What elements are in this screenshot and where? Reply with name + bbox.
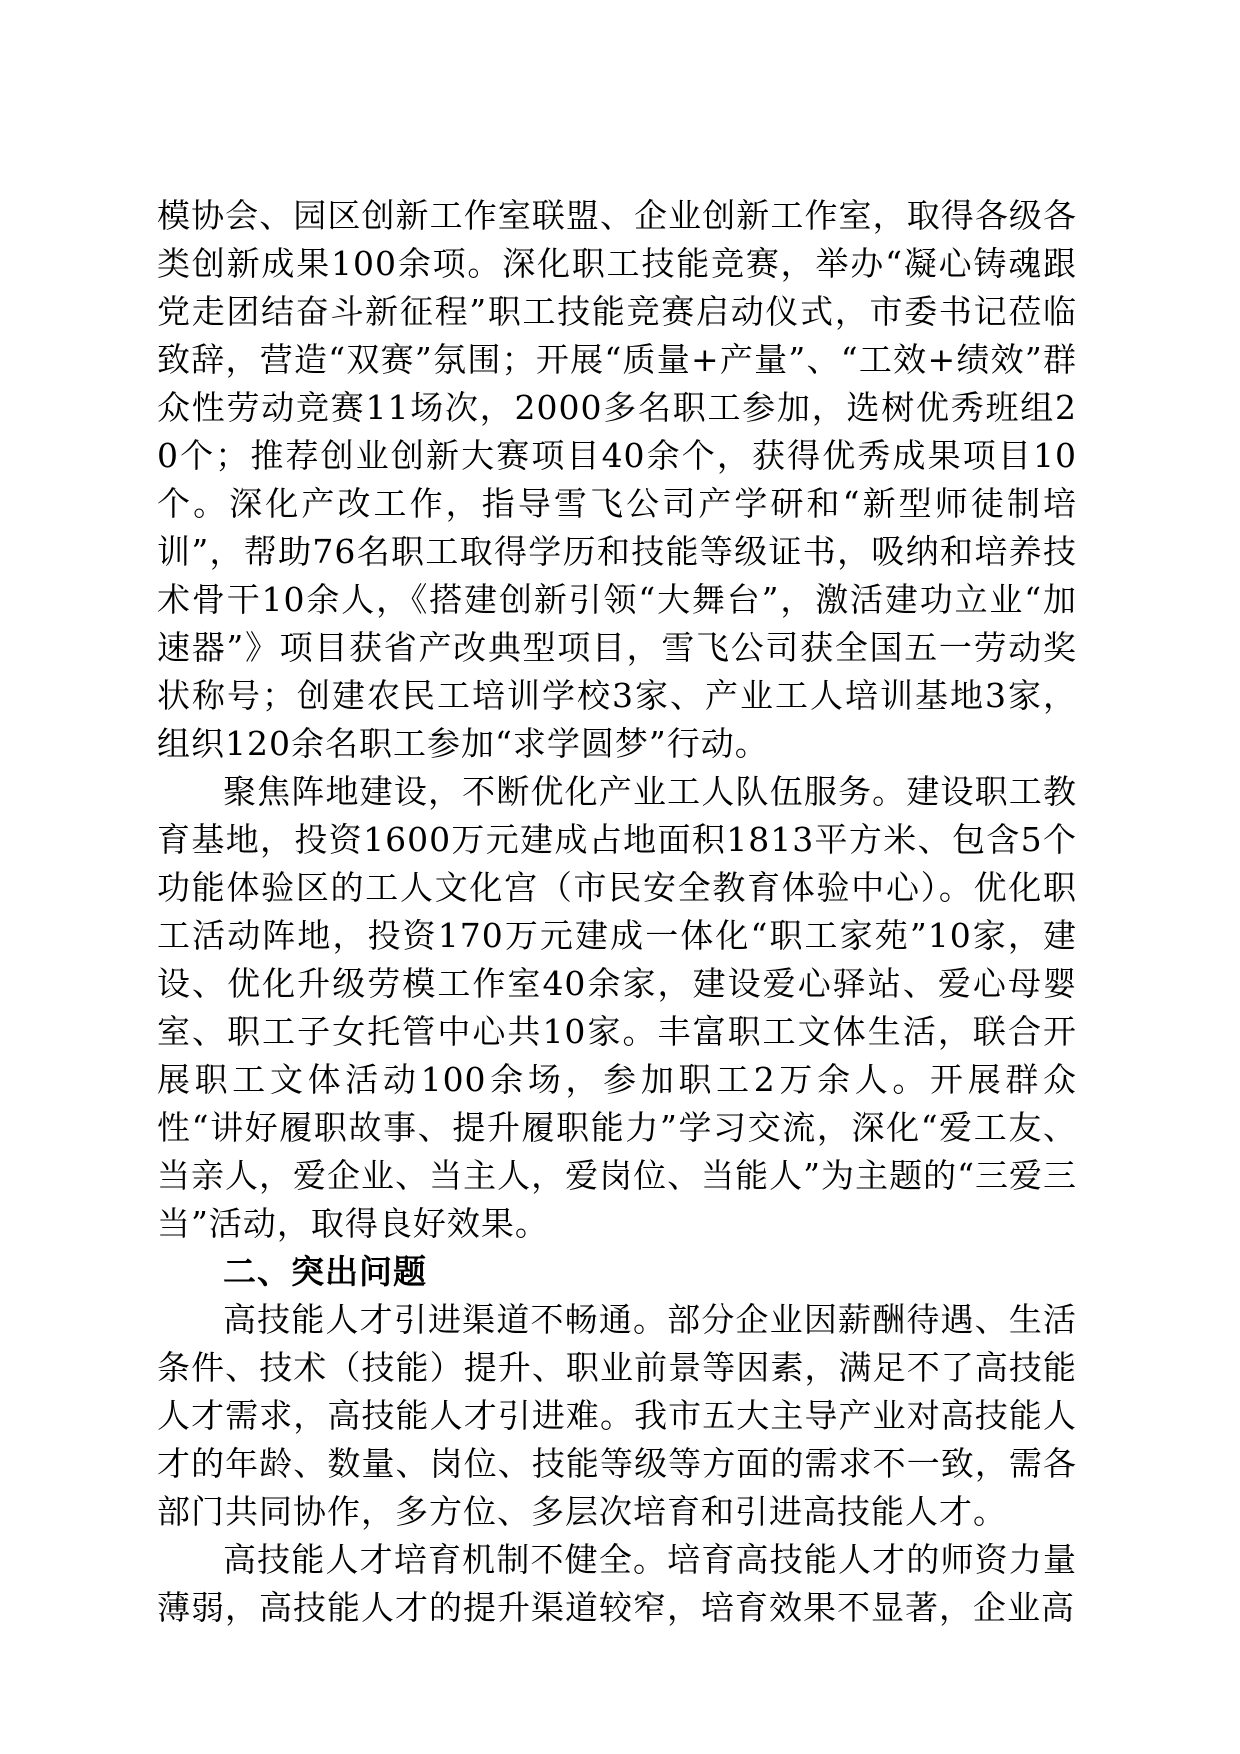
paragraph-talent-training: 高技能人才培育机制不健全。培育高技能人才的师资力量薄弱，高技能人才的提升渠道较窄，培育效果不显著，企业高 (157, 1540, 1077, 1627)
paragraph-position-building: 聚焦阵地建设，不断优化产业工人队伍服务。建设职工教育基地，投资1600万元建成占地面积1813平方米、包含5个功能体验区的工人文化宫（市民安全教育体验中心）。优化职工活动阵地，投资170万元建成一体化“职工家苑”10家，建设、优化升级劳模工作室40余家，建设爱心驿站、爱心母婴室、职工子女托管中心共10家。丰富职工文体生活，联合开展职工文体活动100余场，参加职工2万余人。开展群众性“讲好履职故事、提升履职能力”学习交流，深化“爱工友、当亲人，爱企业、当主人，爱岗位、当能人”为主题的“三爱三当”活动，取得良好效果。 (157, 772, 1077, 1243)
paragraph-talent-introduction: 高技能人才引进渠道不畅通。部分企业因薪酬待遇、生活条件、技术（技能）提升、职业前景等因素，满足不了高技能人才需求，高技能人才引进难。我市五大主导产业对高技能人才的年龄、数量、岗位、技能等级等方面的需求不一致，需各部门共同协作，多方位、多层次培育和引进高技能人才。 (157, 1300, 1077, 1531)
document-page (157, 192, 1077, 1632)
paragraph-continuation: 模协会、园区创新工作室联盟、企业创新工作室，取得各级各类创新成果100余项。深化职工技能竞赛，举办“凝心铸魂跟党走团结奋斗新征程”职工技能竞赛启动仪式，市委书记莅临致辞，营造“双赛”氛围；开展“质量+产量”、“工效+绩效”群众性劳动竞赛11场次，2000多名职工参加，选树优秀班组20个；推荐创业创新大赛项目40余个，获得优秀成果项目10个。深化产改工作，指导雪飞公司产学研和“新型师徒制培训”，帮助76名职工取得学历和技能等级证书，吸纳和培养技术骨干10余人，《搭建创新引领“大舞台”，激活建功立业“加速器”》项目获省产改典型项目，雪飞公司获全国五一劳动奖状称号；创建农民工培训学校3家、产业工人培训基地3家，组织120余名职工参加“求学圆梦”行动。 (157, 196, 1077, 763)
section-heading-problems: 二、突出问题 (223, 1252, 427, 1291)
